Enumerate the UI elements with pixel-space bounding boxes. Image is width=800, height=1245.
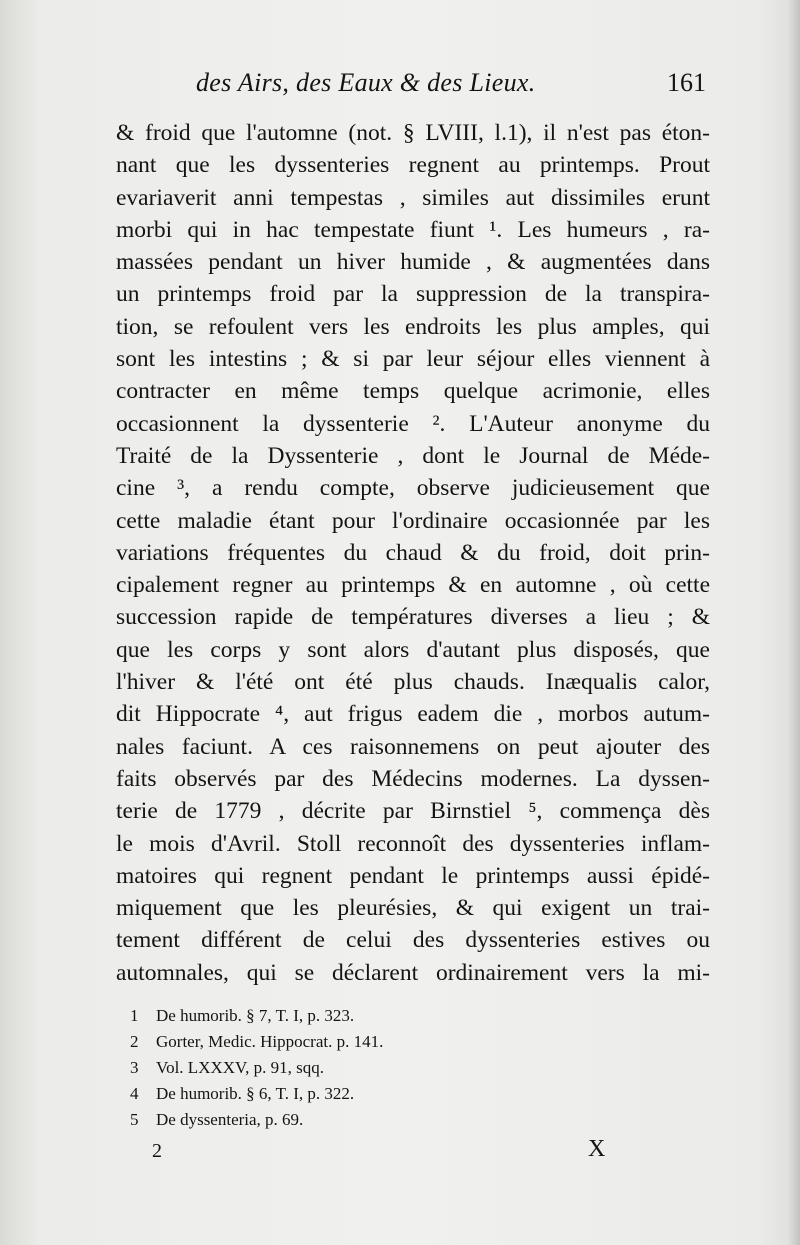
text-line: faits observés par des Médecins modernes. La dyssen- [116, 765, 710, 792]
text-line: massées pendant un hiver humide , & augmentées dans [116, 249, 710, 276]
text-line: Traité de la Dyssenterie , dont le Journal de Méde- [116, 442, 710, 469]
text-line: tion, se refoulent vers les endroits les plus amples, qui [116, 313, 710, 340]
signature-mark: 2 [152, 1140, 162, 1162]
text-line: automnales, qui se déclarent ordinairement vers la mi- [116, 959, 710, 986]
catchword: X [588, 1136, 606, 1162]
text-line: morbi qui in hac tempestate fiunt ¹. Les humeurs , ra- [116, 216, 710, 243]
footnote [130, 1029, 610, 1055]
footnote-number: 1 [130, 1006, 139, 1025]
text-line: cine ³, a rendu compte, observe judicieusement que [116, 475, 710, 502]
footnote [130, 1081, 610, 1107]
text-line: le mois d'Avril. Stoll reconnoît des dyssenteries inflam- [116, 830, 710, 857]
text-line: evariaverit anni tempestas , similes aut dissimiles erunt [116, 184, 710, 211]
text-line: & froid que l'automne (not. § LVIII, l.1), il n'est pas éton- [116, 120, 710, 146]
text-line: nales faciunt. A ces raisonnemens on peut ajouter des [116, 733, 710, 760]
text-line: matoires qui regnent pendant le printemps aussi épidé- [116, 862, 710, 889]
body-text [116, 117, 710, 989]
footnote-text: Vol. LXXXV, p. 91, sqq. [156, 1058, 324, 1077]
text-line: que les corps y sont alors d'autant plus disposés, que [116, 636, 710, 663]
text-line: sont les intestins ; & si par leur séjour elles viennent à [116, 346, 710, 373]
text-line: variations fréquentes du chaud & du froid, doit prin- [116, 539, 710, 566]
text-line: terie de 1779 , décrite par Birnstiel ⁵, commença dès [116, 798, 710, 825]
footnotes [130, 1003, 610, 1133]
footnote-text: De humorib. § 7, T. I, p. 323. [156, 1006, 355, 1025]
footnote-text: De dyssenteria, p. 69. [156, 1110, 304, 1129]
text-line: tement différent de celui des dyssenteries estives ou [116, 927, 710, 954]
text-line: miquement que les pleurésies, & qui exigent un trai- [116, 895, 710, 922]
footnote-number: 2 [130, 1032, 139, 1051]
footnote [130, 1107, 610, 1133]
text-line: cette maladie étant pour l'ordinaire occasionnée par les [116, 507, 710, 534]
text-line: dit Hippocrate ⁴, aut frigus eadem die , morbos autum- [116, 701, 710, 728]
footnote-number: 5 [130, 1110, 139, 1129]
footnote-number: 3 [130, 1058, 139, 1077]
text-line: succession rapide de températures diverses a lieu ; & [116, 604, 710, 631]
running-header [196, 68, 706, 108]
page-edge-shadow [788, 0, 800, 1245]
footnote-text: De humorib. § 6, T. I, p. 322. [156, 1084, 355, 1103]
text-line: occasionnent la dyssenterie ². L'Auteur anonyme du [116, 410, 710, 437]
text-line: un printemps froid par la suppression de la transpira- [116, 281, 710, 308]
footnote [130, 1055, 610, 1081]
text-line: l'hiver & l'été ont été plus chauds. Inæqualis calor, [116, 669, 710, 696]
text-line: cipalement regner au printemps & en automne , où cette [116, 572, 710, 599]
text-line: nant que les dyssenteries regnent au printemps. Prout [116, 152, 710, 179]
running-title: des Airs, des Eaux & des Lieux. [196, 68, 536, 97]
footnote-text: Gorter, Medic. Hippocrat. p. 141. [156, 1032, 384, 1051]
footnote [130, 1003, 610, 1029]
text-line: contracter en même temps quelque acrimonie, elles [116, 378, 710, 405]
footnote-number: 4 [130, 1084, 139, 1103]
page-number: 161 [667, 68, 706, 97]
